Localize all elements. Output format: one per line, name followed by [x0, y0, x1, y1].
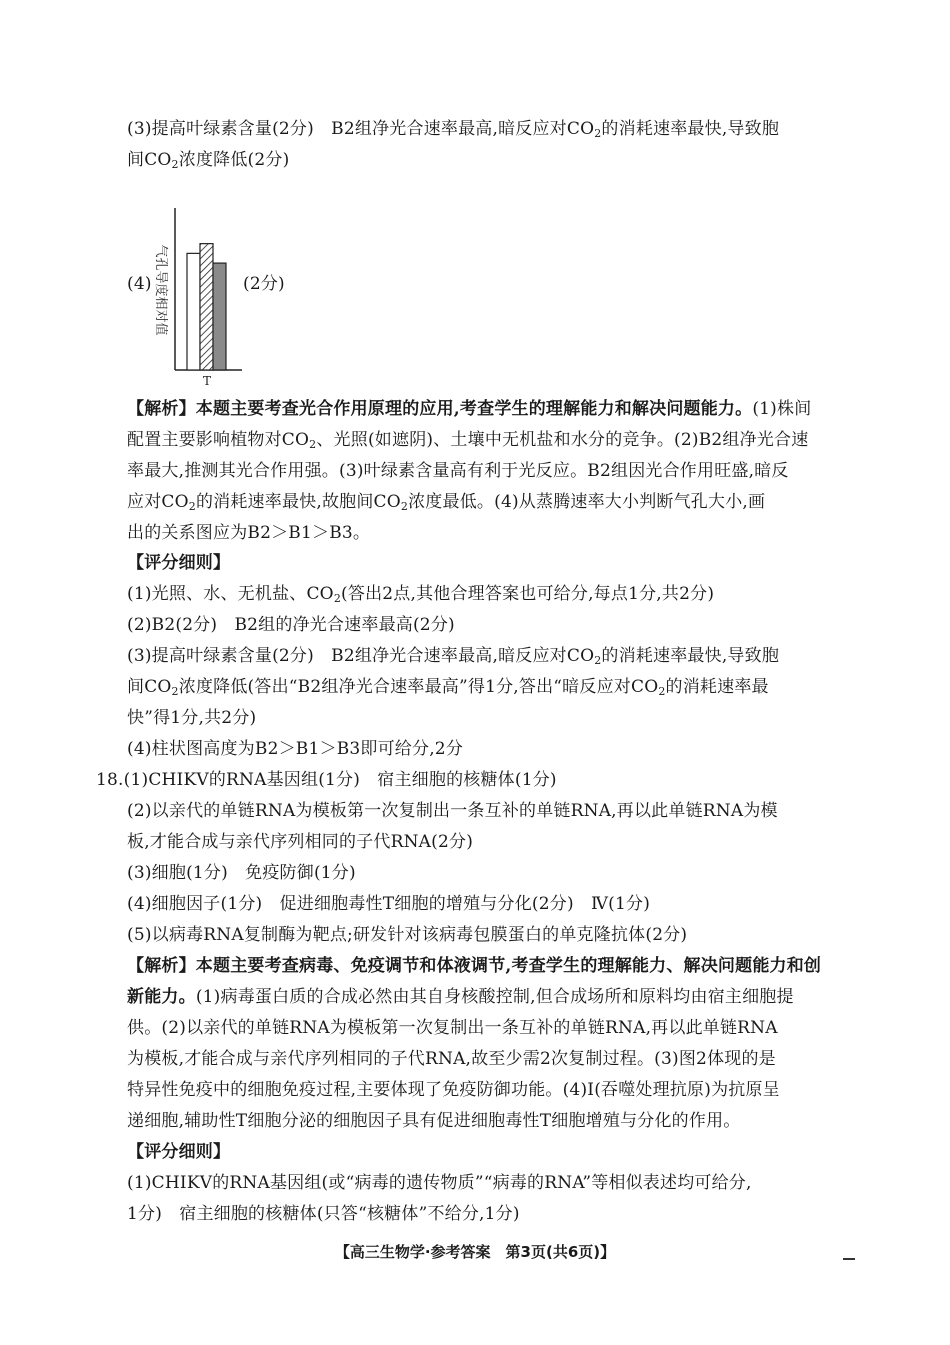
q17-rubric-4: 间$CO_2$浓度降低(答出“B2组净光合速率最高”得1分,答出“暗反应对$CO_2$的消耗速率最: [127, 677, 769, 698]
q17-rubric-title: 【评分细则】: [127, 553, 231, 573]
q18-analysis-line3: 供。(2)以亲代的单链RNA为模板第一次复制出一条互补的单链RNA,再以此单链RNA: [127, 1018, 778, 1038]
q17-answer-4-prefix: (4): [127, 274, 152, 294]
q18-analysis-line2: 新能力。(1)病毒蛋白质的合成必然由其自身核酸控制,但合成场所和原料均由宿主细胞提: [127, 987, 794, 1007]
q17-analysis-line1: 【解析】本题主要考查光合作用原理的应用,考查学生的理解能力和解决问题能力。(1)株间: [127, 399, 812, 419]
q18-answer-1: 18.(1)CHIKV的RNA基因组(1分) 宿主细胞的核糖体(1分): [96, 770, 557, 790]
q18-answer-4: (4)细胞因子(1分) 促进细胞毒性T细胞的增殖与分化(2分) Ⅳ(1分): [127, 894, 651, 914]
page-footer: 【高三生物学·参考答案 第3页(共6页)】: [334, 1243, 616, 1261]
y-axis-label: 气孔导度相对值: [153, 244, 168, 336]
stomatal-conductance-chart: [127, 190, 327, 390]
bar-B2: [200, 244, 213, 370]
q17-analysis-line4: 应对$CO_2$的消耗速率最快,故胞间$CO_2$浓度最低。(4)从蒸腾速率大小判断气孔大小,画: [127, 492, 766, 513]
q17-rubric-2: (2)B2(2分) B2组的净光合速率最高(2分): [127, 615, 455, 635]
q17-rubric-3: (3)提高叶绿素含量(2分) B2组净光合速率最高,暗反应对$CO_2$的消耗速率最快,导致胞: [127, 646, 780, 667]
q17-analysis-line3: 率最大,推测其光合作用强。(3)叶绿素含量高有利于光反应。B2组因光合作用旺盛,暗反: [127, 461, 789, 481]
q18-rubric-1: (1)CHIKV的RNA基因组(或“病毒的遗传物质”“病毒的RNA”等相似表述均可给分,: [127, 1173, 752, 1193]
corner-mark: [843, 1258, 855, 1260]
q17-analysis-line2: 配置主要影响植物对$CO_2$、光照(如遮阴)、土壤中无机盐和水分的竞争。(2)B2组净光合速: [127, 430, 809, 451]
q18-answer-2-line2: 板,才能合成与亲代序列相同的子代RNA(2分): [127, 832, 474, 852]
q17-rubric-5: 快”得1分,共2分): [127, 708, 257, 728]
q17-analysis-line5: 出的关系图应为B2＞B1＞B3。: [127, 523, 371, 543]
q18-answer-5: (5)以病毒RNA复制酶为靶点;研发针对该病毒包膜蛋白的单克隆抗体(2分): [127, 925, 688, 945]
bar-B1: [187, 253, 200, 370]
bar-B3: [213, 263, 226, 370]
q18-analysis-line1: 【解析】本题主要考查病毒、免疫调节和体液调节,考查学生的理解能力、解决问题能力和创: [127, 956, 822, 976]
q17-answer-3-line2: 间$CO_2$浓度降低(2分): [127, 150, 290, 171]
q18-rubric-title: 【评分细则】: [127, 1142, 231, 1162]
q18-answer-2-line1: (2)以亲代的单链RNA为模板第一次复制出一条互补的单链RNA,再以此单链RNA为模: [127, 801, 778, 821]
q17-rubric-1: (1)光照、水、无机盐、$CO_2$(答出2点,其他合理答案也可给分,每点1分,共2分): [127, 584, 715, 605]
q17-rubric-6: (4)柱状图高度为B2＞B1＞B3即可给分,2分: [127, 739, 464, 759]
q18-analysis-line6: 递细胞,辅助性T细胞分泌的细胞因子具有促进细胞毒性T细胞增殖与分化的作用。: [127, 1111, 741, 1131]
x-tick-label: T: [202, 374, 212, 388]
q17-answer-3-line1: (3)提高叶绿素含量(2分) B2组净光合速率最高,暗反应对$CO_2$的消耗速率最快,导致胞: [127, 119, 780, 140]
q17-answer-4-score: (2分): [243, 274, 285, 294]
q18-answer-3: (3)细胞(1分) 免疫防御(1分): [127, 863, 356, 883]
q18-rubric-2: 1分) 宿主细胞的核糖体(只答“核糖体”不给分,1分): [127, 1204, 520, 1224]
q18-analysis-line4: 为模板,才能合成与亲代序列相同的子代RNA,故至少需2次复制过程。(3)图2体现的是: [127, 1049, 776, 1069]
q18-analysis-line5: 特异性免疫中的细胞免疫过程,主要体现了免疫防御功能。(4)Ⅰ(吞噬处理抗原)为抗原呈: [127, 1080, 780, 1100]
